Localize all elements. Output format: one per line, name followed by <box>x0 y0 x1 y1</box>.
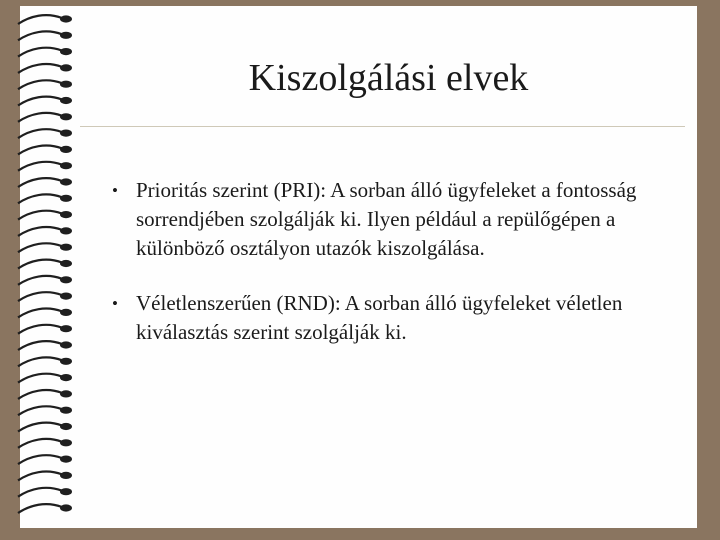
spiral-wire <box>18 162 62 171</box>
spiral-coil <box>18 194 72 203</box>
spiral-hole <box>60 276 72 283</box>
bullet-dot-icon: • <box>112 181 118 200</box>
spiral-hole <box>60 358 72 365</box>
spiral-coil <box>18 260 72 269</box>
spiral-wire <box>18 357 62 366</box>
spiral-hole <box>60 439 72 446</box>
spiral-wire <box>18 309 62 318</box>
spiral-wire <box>18 504 62 513</box>
spiral-coil <box>18 423 72 432</box>
spiral-coil <box>18 113 72 122</box>
spiral-hole <box>60 390 72 397</box>
spiral-coil <box>18 15 72 24</box>
spiral-wire <box>18 15 62 24</box>
spiral-wire <box>18 439 62 448</box>
spiral-coil <box>18 374 72 383</box>
spiral-hole <box>60 374 72 381</box>
spiral-coil <box>18 48 72 57</box>
spiral-wire <box>18 325 62 334</box>
spiral-binding-icon <box>0 0 90 540</box>
spiral-hole <box>60 32 72 39</box>
spiral-hole <box>60 309 72 316</box>
spiral-hole <box>60 407 72 414</box>
spiral-wire <box>18 406 62 415</box>
spiral-coil <box>18 129 72 138</box>
spiral-wire <box>18 243 62 252</box>
bullet-text: Prioritás szerint (PRI): A sorban álló ügyfeleket a fontosság sorrendjében szolgálják ki. Ilyen például a repülőgépen a különböző osztályon utazók kiszolgálása. <box>136 178 637 260</box>
spiral-coil <box>18 390 72 399</box>
spiral-hole <box>60 81 72 88</box>
title-divider <box>80 126 685 127</box>
bullet-item-2 <box>112 289 692 347</box>
spiral-wire <box>18 97 62 106</box>
spiral-wire <box>18 423 62 432</box>
spiral-wire <box>18 292 62 301</box>
spiral-wire <box>18 276 62 285</box>
slide-title: Kiszolgálási elvek <box>248 57 529 99</box>
spiral-hole <box>60 456 72 463</box>
spiral-hole <box>60 195 72 202</box>
spiral-coil <box>18 178 72 187</box>
slide-page <box>20 6 697 528</box>
spiral-hole <box>60 178 72 185</box>
spiral-coil <box>18 455 72 464</box>
spiral-coil <box>18 211 72 220</box>
spiral-coil <box>18 146 72 155</box>
spiral-wire <box>18 455 62 464</box>
spiral-coil <box>18 504 72 513</box>
spiral-coil <box>18 325 72 334</box>
spiral-coil <box>18 357 72 366</box>
spiral-wire <box>18 64 62 73</box>
spiral-coil <box>18 162 72 171</box>
spiral-coil <box>18 276 72 285</box>
spiral-coil <box>18 488 72 497</box>
spiral-coil <box>18 309 72 318</box>
spiral-hole <box>60 293 72 300</box>
spiral-hole <box>60 341 72 348</box>
spiral-wire <box>18 48 62 57</box>
spiral-wire <box>18 113 62 122</box>
spiral-hole <box>60 211 72 218</box>
spiral-hole <box>60 260 72 267</box>
spiral-wire <box>18 390 62 399</box>
spiral-wire <box>18 227 62 236</box>
spiral-wire <box>18 178 62 187</box>
spiral-hole <box>60 162 72 169</box>
spiral-hole <box>60 227 72 234</box>
spiral-wire <box>18 472 62 481</box>
spiral-hole <box>60 325 72 332</box>
spiral-coil <box>18 341 72 350</box>
spiral-wire <box>18 129 62 138</box>
spiral-coil <box>18 97 72 106</box>
spiral-coil <box>18 406 72 415</box>
spiral-wire <box>18 80 62 89</box>
spiral-coil <box>18 80 72 89</box>
spiral-wire <box>18 194 62 203</box>
spiral-wire <box>18 146 62 155</box>
spiral-wire <box>18 341 62 350</box>
spiral-coil <box>18 31 72 40</box>
spiral-hole <box>60 472 72 479</box>
spiral-wire <box>18 260 62 269</box>
spiral-hole <box>60 504 72 511</box>
spiral-hole <box>60 146 72 153</box>
bullet-list <box>112 176 692 373</box>
spiral-coil <box>18 439 72 448</box>
spiral-coil <box>18 292 72 301</box>
spiral-hole <box>60 97 72 104</box>
spiral-hole <box>60 130 72 137</box>
spiral-coil <box>18 227 72 236</box>
spiral-hole <box>60 244 72 251</box>
spiral-hole <box>60 15 72 22</box>
spiral-coil <box>18 243 72 252</box>
spiral-wire <box>18 488 62 497</box>
spiral-coil <box>18 64 72 73</box>
spiral-hole <box>60 48 72 55</box>
spiral-wire <box>18 31 62 40</box>
bullet-text: Véletlenszerűen (RND): A sorban álló ügyfeleket véletlen kiválasztás szerint szolgálják ki. <box>136 291 623 344</box>
bullet-item-1 <box>112 176 692 263</box>
spiral-wire <box>18 211 62 220</box>
bullet-dot-icon: • <box>112 294 118 313</box>
spiral-hole <box>60 64 72 71</box>
spiral-hole <box>60 423 72 430</box>
spiral-wire <box>18 374 62 383</box>
spiral-hole <box>60 488 72 495</box>
spiral-hole <box>60 113 72 120</box>
spiral-coil <box>18 472 72 481</box>
